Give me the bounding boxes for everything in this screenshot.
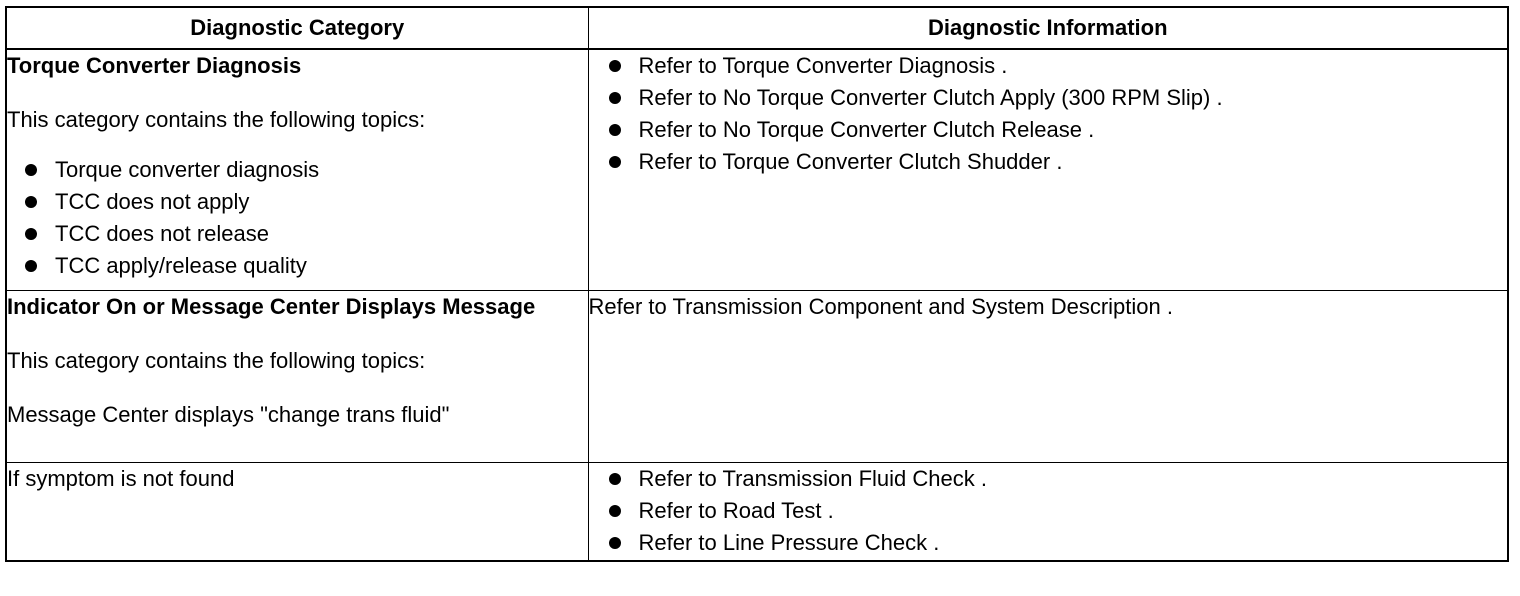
list-item (589, 50, 1508, 82)
table-row (6, 49, 1508, 291)
list-item (589, 146, 1508, 178)
list-item (589, 114, 1508, 146)
bullet-icon (609, 92, 621, 104)
category-intro: This category contains the following topics: (7, 107, 426, 132)
bullet-icon (25, 228, 37, 240)
reference-link[interactable]: Refer to Transmission Component and System Description . (588, 294, 1173, 319)
category-cell (6, 49, 588, 291)
reference-link[interactable]: Refer to Transmission Fluid Check . (638, 466, 987, 491)
category-note: Message Center displays "change trans fluid" (7, 402, 450, 427)
bullet-icon (25, 164, 37, 176)
bullet-icon (609, 124, 621, 136)
list-item (589, 527, 1508, 559)
topic-list (7, 154, 588, 282)
reference-link[interactable]: Refer to Torque Converter Clutch Shudder . (638, 149, 1063, 174)
information-cell (588, 463, 1508, 562)
table-header-row (6, 7, 1508, 49)
table-row (6, 291, 1508, 463)
bullet-icon (609, 156, 621, 168)
list-item (589, 82, 1508, 114)
bullet-icon (609, 60, 621, 72)
reference-link[interactable]: Refer to No Torque Converter Clutch Release . (638, 117, 1095, 142)
reference-list (589, 463, 1508, 559)
category-intro: This category contains the following topics: (7, 348, 426, 373)
bullet-icon (609, 537, 621, 549)
category-title: Indicator On or Message Center Displays Message (7, 294, 536, 319)
list-item: TCC does not release (7, 218, 588, 250)
bullet-icon (25, 196, 37, 208)
diagnostic-table (5, 6, 1509, 562)
list-item (589, 495, 1508, 527)
reference-link[interactable]: Refer to Torque Converter Diagnosis . (638, 53, 1008, 78)
bullet-icon (609, 505, 621, 517)
bullet-icon (609, 473, 621, 485)
list-item: Torque converter diagnosis (7, 154, 588, 186)
list-item: TCC apply/release quality (7, 250, 588, 282)
reference-link[interactable]: Refer to No Torque Converter Clutch Apply (300 RPM Slip) . (638, 85, 1223, 110)
table-row (6, 463, 1508, 562)
category-text: If symptom is not found (7, 466, 235, 491)
reference-link[interactable]: Refer to Line Pressure Check . (638, 530, 940, 555)
information-cell (588, 291, 1508, 463)
reference-list (589, 50, 1508, 178)
header-diagnostic-category: Diagnostic Category (6, 7, 588, 49)
header-diagnostic-information: Diagnostic Information (588, 7, 1508, 49)
bullet-icon (25, 260, 37, 272)
category-cell (6, 463, 588, 562)
reference-link[interactable]: Refer to Road Test . (638, 498, 834, 523)
category-cell (6, 291, 588, 463)
category-title: Torque Converter Diagnosis (7, 53, 302, 78)
list-item (589, 463, 1508, 495)
list-item: TCC does not apply (7, 186, 588, 218)
information-cell (588, 49, 1508, 291)
